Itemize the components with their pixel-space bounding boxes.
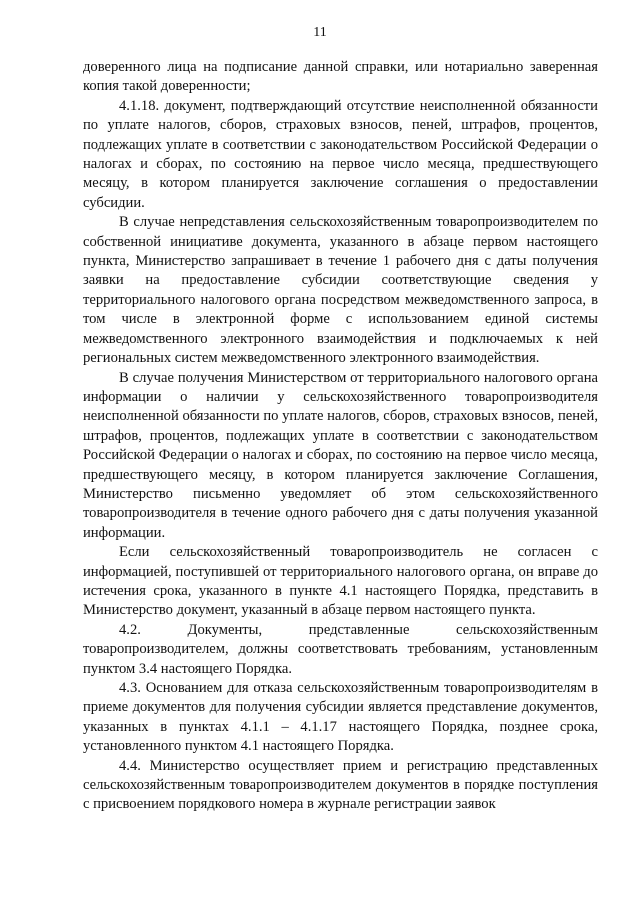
paragraph-4-3: 4.3. Основанием для отказа сельскохозяйственным товаропроизводителям в приеме документов для получения субсидии является представление документов, указанных в пунктах 4.1.1 – 4.1.17 настоящего Порядка, позднее срока, установленного пунктом 4.1 настоящего Порядка. (83, 680, 598, 755)
paragraph-tax-debt-notice: В случае получения Министерством от территориального налогового органа информации о наличии у сельскохозяйственного товаропроизводителя неисполненной обязанности по уплате налогов, сборов, страховых взносов, пеней, штрафов, процентов, подлежащих уплате в соответствии с законодательством Российской Федерации о налогах и сборах, по состоянию на первое число месяца, предшествующего месяцу, в котором планируется заключение Соглашения, Министерство письменно уведомляет об этом сельскохозяйственного товаропроизводителя в течение одного рабочего дня с даты получения указанной информации. (83, 369, 598, 541)
paragraph-continuation: доверенного лица на подписание данной справки, или нотариально заверенная копия такой доверенности; (83, 59, 598, 95)
paragraph-4-2: 4.2. Документы, представленные сельскохозяйственным товаропроизводителем, должны соответствовать требованиям, установленным пунктом 3.4 настоящего Порядка. (83, 621, 598, 677)
paragraph-4-4: 4.4. Министерство осуществляет прием и регистрацию представленных сельскохозяйственным товаропроизводителем документов в порядке поступления с присвоением порядкового номера в журнале регистрации заявок (83, 757, 598, 813)
page-number: 11 (313, 25, 327, 40)
document-body (83, 58, 598, 815)
paragraph-disagreement: Если сельскохозяйственный товаропроизводитель не согласен с информацией, поступившей от территориального налогового органа, он вправе до истечения срока, указанного в пункте 4.1 настоящего Порядка, представить в Министерство документ, указанный в абзаце первом настоящего пункта. (83, 544, 598, 619)
paragraph-4-1-18: 4.1.18. документ, подтверждающий отсутствие неисполненной обязанности по уплате налогов, сборов, страховых взносов, пеней, штрафов, процентов, подлежащих уплате в соответствии с законодательством Российской Федерации о налогах и сборах, по состоянию на первое число месяца, предшествующего месяцу, в котором планируется заключение соглашения о предоставлении субсидии. (83, 97, 598, 211)
paragraph-non-submission: В случае непредставления сельскохозяйственным товаропроизводителем по собственной инициативе документа, указанного в абзаце первом настоящего пункта, Министерство запрашивает в течение 1 рабочего дня с даты получения заявки на предоставление субсидии соответствующие сведения у территориального налогового органа посредством межведомственного запроса, в том числе в электронной форме с использованием единой системы межведомственного электронного взаимодействия и подключаемых к ней региональных систем межведомственного электронного взаимодействия. (83, 214, 598, 367)
